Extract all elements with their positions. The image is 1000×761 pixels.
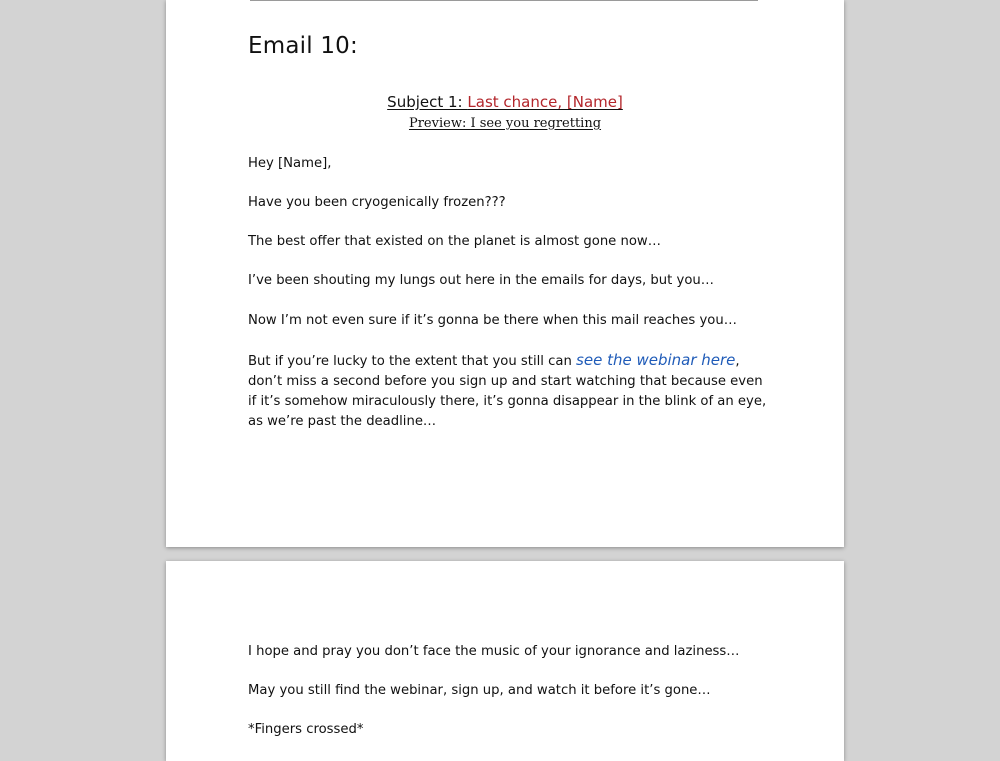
paragraph-4: Now I’m not even sure if it’s gonna be there when this mail reaches you… (248, 313, 737, 328)
subject-line (166, 93, 844, 111)
greeting: Hey [Name], (248, 156, 332, 171)
email-title: Email 10: (248, 33, 358, 59)
webinar-line-2: don’t miss a second before you sign up and start watching that because even (248, 374, 763, 389)
webinar-line-1 (248, 350, 788, 372)
top-divider (250, 0, 758, 1)
webinar-text-comma: , (735, 354, 740, 369)
subject-text: Last chance, [Name] (467, 93, 623, 111)
document-page-2 (166, 561, 844, 761)
paragraph-6: May you still find the webinar, sign up, and watch it before it’s gone… (248, 683, 711, 698)
webinar-link[interactable]: see the webinar here (576, 351, 736, 369)
webinar-line-4: as we’re past the deadline… (248, 414, 437, 429)
paragraph-5: I hope and pray you don’t face the music of your ignorance and laziness… (248, 644, 740, 659)
paragraph-3: I’ve been shouting my lungs out here in the emails for days, but you… (248, 273, 714, 288)
sign-off: *Fingers crossed* (248, 722, 364, 737)
preview-line: Preview: I see you regretting (408, 116, 602, 131)
paragraph-1: Have you been cryogenically frozen??? (248, 195, 506, 210)
webinar-text-before: But if you’re lucky to the extent that you still can (248, 354, 577, 369)
webinar-line-3: if it’s somehow miraculously there, it’s gonna disappear in the blink of an eye, (248, 394, 767, 409)
document-page-1 (166, 0, 844, 547)
subject-label: Subject 1: (387, 93, 468, 111)
paragraph-2: The best offer that existed on the planet is almost gone now… (248, 234, 661, 249)
webinar-paragraph (248, 350, 788, 432)
